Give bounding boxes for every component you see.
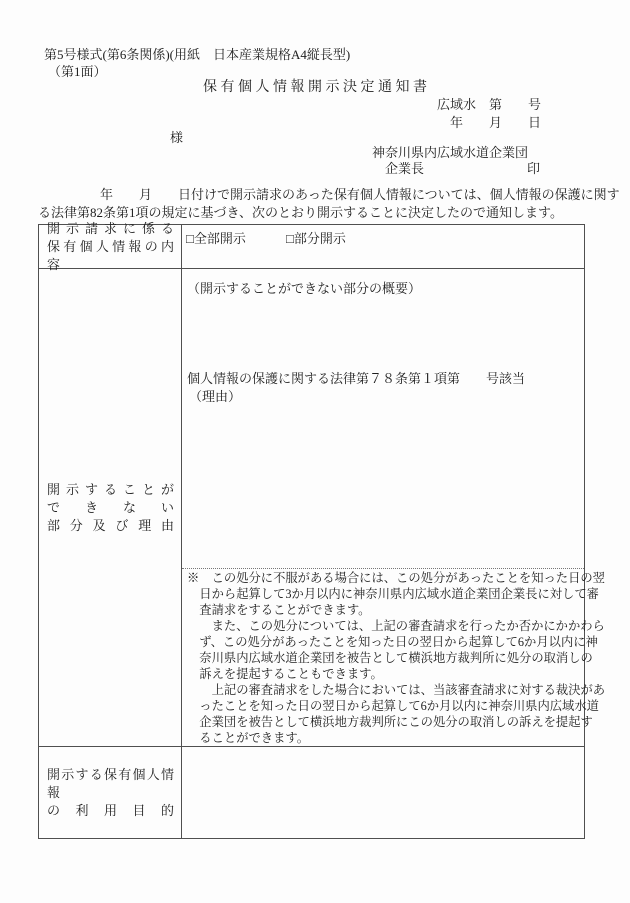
note-line: ※ この処分に不服がある場合には、この処分があったことを知った日の翌: [187, 571, 605, 585]
usage-purpose-row: [39, 747, 584, 838]
note-line: 日から起算して3か月以内に神奈川県内広域水道企業団企業長に対して審: [187, 587, 599, 601]
note-line: ず、この処分があったことを知った日の翌日から起算して6か月以内に神: [187, 635, 598, 649]
header-line: 部 分 及 び 理 由: [47, 517, 174, 533]
form-spec-text: 第5号様式(第6条関係)(用紙 日本産業規格A4縦長型): [44, 47, 351, 62]
note-line: 奈川県内広域水道企業団を被告として横浜地方裁判所に処分の取消しの: [187, 651, 593, 665]
header-line: で き な い: [47, 499, 174, 515]
doc-number: 広域水 第 号: [436, 97, 541, 112]
full-disclosure-checkbox-option: □全部開示: [186, 231, 246, 246]
header-line: 保 有 個 人 情 報 の 内 容: [47, 238, 178, 272]
request-content-header: [39, 220, 182, 272]
non-disclosable-row: [39, 269, 606, 747]
usage-purpose-cell: [182, 747, 584, 838]
header-line: 開 示 す る こ と が: [47, 481, 174, 497]
note-line: 上記の審査請求をした場合においては、当該審査請求に対する裁決があ: [187, 683, 606, 697]
dashed-separator: [182, 568, 584, 569]
doc-date: 年 月 日: [449, 115, 541, 130]
partial-disclosure-checkbox-option: □部分開示: [286, 231, 346, 246]
appeal-note: [187, 570, 606, 746]
addressee-honorific: 様: [170, 130, 184, 145]
intro-paragraph: [38, 186, 620, 222]
note-line: 査請求をすることができます。: [187, 603, 371, 617]
issuer-title: 企業長: [385, 161, 425, 176]
disclosure-options-cell: [182, 225, 584, 268]
seal-mark: 印: [527, 161, 541, 176]
issuer-org: 神奈川県内広域水道企業団: [372, 145, 529, 160]
reason-caption: （理由）: [189, 389, 242, 404]
non-disclosable-header: [39, 269, 182, 746]
face-label: （第1面）: [48, 64, 107, 79]
header-line: の 利 用 目 的: [47, 802, 174, 818]
header-line: 開示する保有個人情報: [47, 766, 174, 800]
note-line: 企業団を被告として横浜地方裁判所にこの処分の取消しの訴えを提起す: [187, 715, 593, 729]
law-reference: 個人情報の保護に関する法律第７８条第１項第 号該当: [187, 371, 526, 386]
usage-purpose-header: [39, 747, 182, 838]
intro-line-2: る法律第82条第1項の規定に基づき、次のとおり開示することに決定したので通知します。: [38, 205, 563, 220]
doc-title: 保 有 個 人 情 報 開 示 決 定 通 知 書: [203, 80, 427, 95]
note-line: また、この処分については、上記の審査請求を行ったか否かにかかわら: [187, 619, 605, 633]
disclosure-table: [38, 220, 606, 839]
request-content-row: [39, 220, 584, 272]
summary-caption: （開示することができない部分の概要）: [187, 281, 422, 296]
header-line: 開 示 請 求 に 係 る: [47, 220, 174, 236]
intro-line-1: 年 月 日付けで開示請求のあった保有個人情報については、個人情報の保護に関す: [100, 187, 620, 202]
note-line: ることができます。: [187, 731, 309, 745]
note-line: 訴えを提起することもできます。: [187, 667, 383, 681]
non-disclosable-cell: [182, 269, 606, 746]
note-line: ったことを知った日の翌日から起算して6か月以内に神奈川県内広域水道: [187, 699, 599, 713]
